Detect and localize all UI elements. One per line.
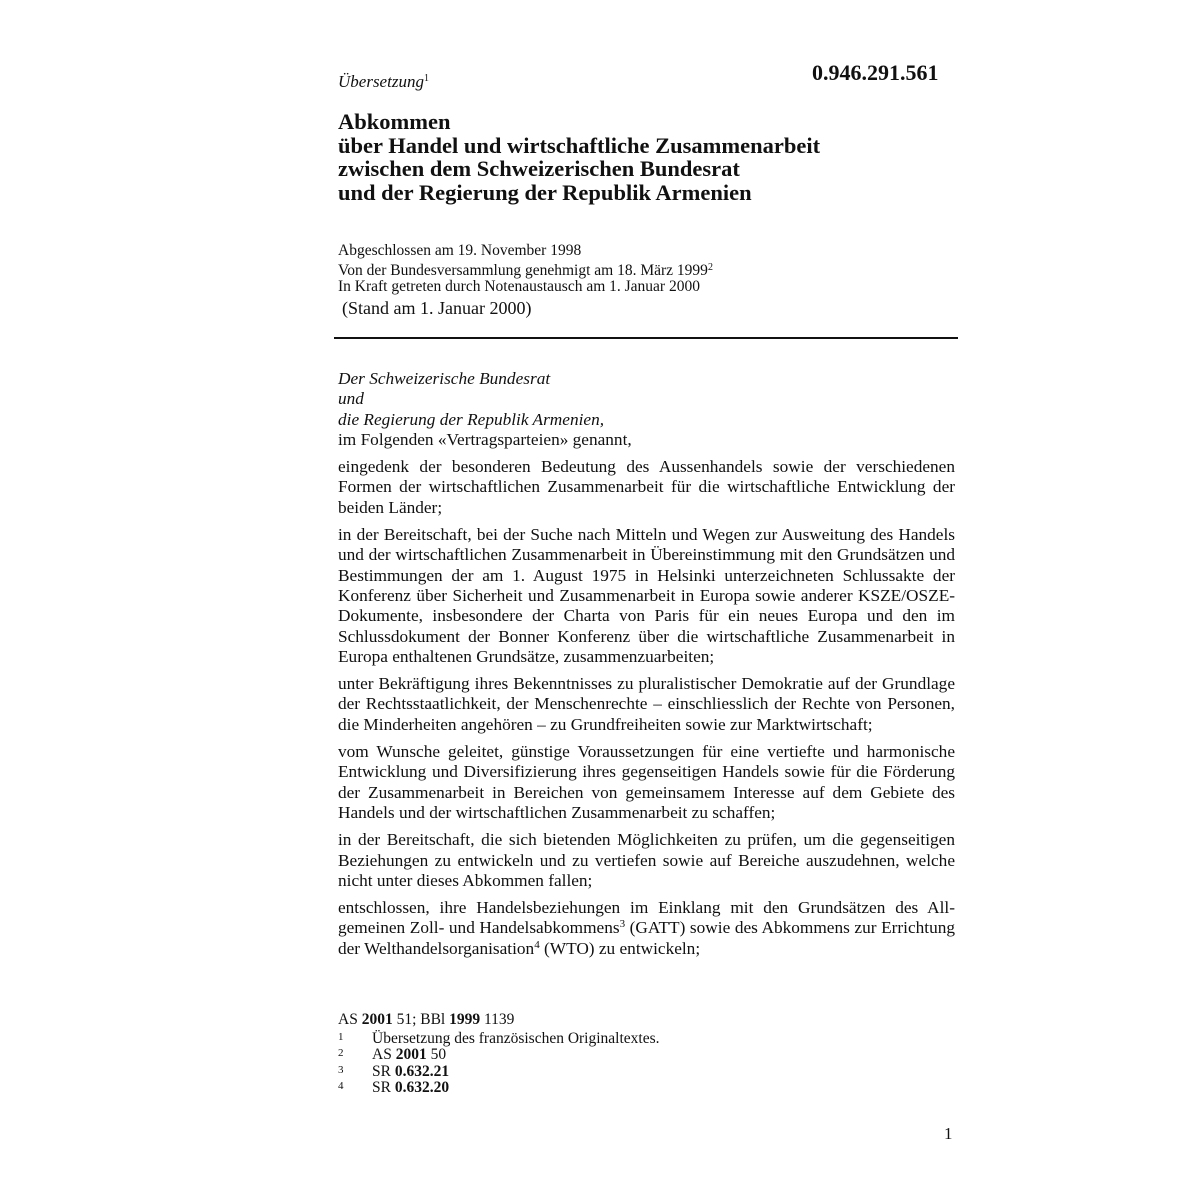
footnote-suffix: 50 — [426, 1046, 447, 1063]
title-line: über Handel und wirtschaftliche Zusammenarbeit — [338, 132, 821, 158]
footnote-prefix: SR — [372, 1062, 395, 1080]
approved-date-text: Von der Bundesversammlung genehmigt am 18. März 1999 — [338, 261, 708, 279]
footnote-number: 2 — [338, 1047, 344, 1059]
title-line: und der Regierung der Republik Armenien — [338, 179, 752, 205]
ref-bbl-page: 1139 — [480, 1011, 515, 1028]
translation-label-text: Übersetzung — [338, 72, 424, 91]
preamble-text: (WTO) zu entwickeln; — [539, 938, 701, 958]
parties-designation: im Folgenden «Vertragsparteien» genannt, — [338, 429, 632, 449]
footnote-bold: 0.632.21 — [394, 1062, 450, 1080]
footnote-text: Übersetzung des französischen Originaltextes. — [372, 1029, 660, 1047]
status-date: (Stand am 1. Januar 2000) — [342, 298, 532, 318]
preamble — [338, 369, 955, 966]
footnote-prefix: AS — [372, 1046, 396, 1063]
concluded-date: Abgeschlossen am 19. November 1998 — [338, 242, 582, 259]
contracting-parties — [338, 369, 955, 450]
title-line: zwischen dem Schweizerischen Bundesrat — [338, 156, 740, 181]
preamble-text: entschlossen, ihre Handelsbeziehungen im Einklang mit den Grundsätzen des Allgemeinen Zoll- und Handelsabkommens — [338, 898, 955, 938]
party-swiss-federal-council: Der Schweizerische Bundesrat — [338, 369, 551, 388]
party-conjunction: und — [338, 389, 364, 409]
footnote-marker-1[interactable]: 1 — [423, 73, 429, 84]
footnote-text — [372, 1080, 449, 1097]
footnote-number: 1 — [338, 1030, 344, 1043]
sr-number: 0.946.291.561 — [812, 60, 939, 85]
preamble-paragraph: vom Wunsche geleitet, günstige Voraussetzungen für eine vertiefte und harmonische Entwicklung und Diversifizierung ihres gegenseitigen Handels sowie für die Förderung der Zusammenarbeit in Bereichen von gemeinsamem Interesse auf dem Gebiete des Handels und der wirtschaftlichen Zusammenarbeit zu schaffen; — [338, 742, 955, 822]
document-title — [338, 110, 820, 204]
ref-bbl-year: 1999 — [449, 1011, 481, 1028]
footnote-text — [372, 1064, 449, 1081]
official-reference — [338, 1012, 938, 1029]
footnotes — [338, 1012, 938, 1097]
preamble-paragraph — [338, 898, 955, 959]
footnote-number: 3 — [338, 1063, 344, 1076]
preamble-paragraph: eingedenk der besonderen Bedeutung des Aussenhandels sowie der verschiedenen Formen der wirtschaftlichen Zusammenarbeit für die wirtschaftliche Entwicklung der beiden Länder; — [338, 457, 955, 517]
footnote-marker-3[interactable]: 3 — [619, 918, 626, 931]
footnote-item — [338, 1047, 938, 1064]
translation-label — [338, 72, 429, 92]
preamble-text: (GATT) sowie des Abkommens zur Errichtung der Welthandelsorganisation — [338, 918, 955, 958]
ref-as-label: AS — [338, 1011, 362, 1028]
preamble-paragraph: unter Bekräftigung ihres Bekenntnisses zu pluralistischer Demokratie auf der Grundlage der Rechtsstaatlichkeit, der Menschenrechte – einschliesslich der Rechte von Personen, die Minderheiten angehören – zu Grundfreiheiten sowie zur Marktwirtschaft; — [338, 674, 955, 734]
in-force-date: In Kraft getreten durch Notenaustausch am 1. Januar 2000 — [338, 278, 700, 295]
party-armenia-government: die Regierung der Republik Armenien, — [338, 409, 605, 429]
header-divider — [334, 337, 958, 339]
footnote-marker-4[interactable]: 4 — [534, 938, 540, 951]
footnote-item — [338, 1064, 938, 1081]
page-number: 1 — [944, 1124, 953, 1143]
preamble-paragraph: in der Bereitschaft, bei der Suche nach Mitteln und Wegen zur Ausweitung des Handels und der wirtschaftlichen Zusammenarbeit in Übereinstimmung mit den Grundsätzen und Bestimmungen der am 1. August 1975 in Helsinki unterzeichneten Schlussakte der Konferenz über Sicherheit und Zusammenarbeit in Europa sowie anderer KSZE/OSZE-Dokumente, insbesondere der Charta von Paris für ein neues Europa und den im Schlussdokument der Bonner Konferenz über die wirtschaftliche Zusammenarbeit in Europa enthaltenen Grundsätze, zusammenzuarbeiten; — [338, 525, 955, 666]
title-line: Abkommen — [338, 109, 451, 134]
footnote-bold: 0.632.20 — [394, 1079, 450, 1096]
preamble-paragraph: in der Bereitschaft, die sich bietenden Möglichkeiten zu prüfen, um die gegenseitigen Beziehungen zu entwickeln und zu vertiefen sowie auf Bereiche auszudehnen, welche nicht unter dieses Abkommen fallen; — [338, 830, 955, 890]
footnote-marker-2[interactable]: 2 — [707, 261, 713, 273]
footnote-item — [338, 1080, 938, 1097]
ref-as-page: 51; BBl — [392, 1011, 450, 1028]
dates-block — [338, 243, 713, 296]
footnote-prefix: SR — [372, 1079, 395, 1096]
approved-date — [338, 260, 713, 280]
footnote-text — [372, 1047, 446, 1064]
footnote-item — [338, 1031, 938, 1048]
ref-as-year: 2001 — [361, 1011, 393, 1028]
footnote-number: 4 — [338, 1080, 344, 1092]
footnote-bold: 2001 — [395, 1046, 427, 1063]
